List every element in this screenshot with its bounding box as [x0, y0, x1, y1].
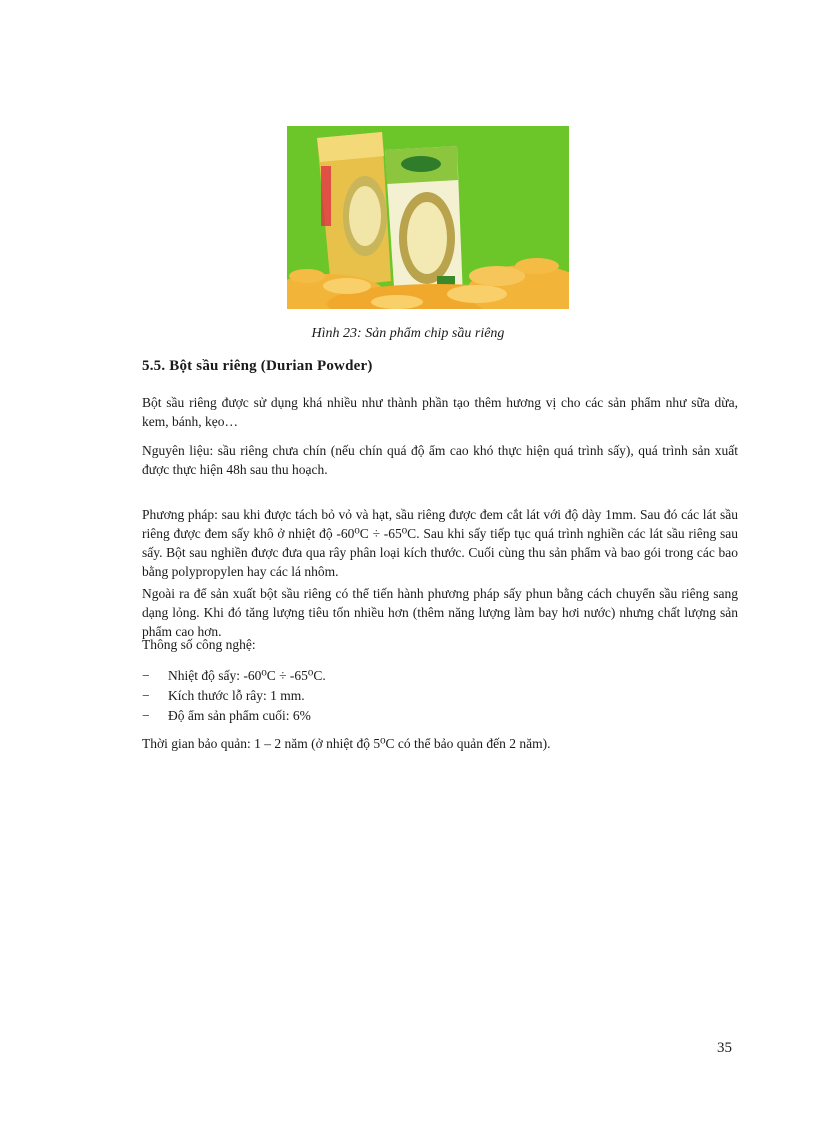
list-item-text: Nhiệt độ sấy: -60⁰C ÷ -65⁰C. — [168, 668, 326, 683]
list-item — [142, 706, 326, 726]
paragraph-intro — [142, 393, 738, 431]
dash-bullet: − — [142, 708, 150, 723]
list-item-text: Kích thước lỗ rây: 1 mm. — [168, 688, 305, 703]
paragraph-text: Ngoài ra để sản xuất bột sầu riêng có thể tiến hành phương pháp sấy phun bằng cách chuyển sầu riêng sang dạng lỏng. Khi đó tăng lượng tiêu tốn nhiều hơn (thêm năng lượng làm bay hơi nước) nhưng chất lượng sản phẩm cao hơn. — [142, 586, 738, 639]
dash-bullet: − — [142, 668, 150, 683]
section-heading: 5.5. Bột sầu riêng (Durian Powder) — [142, 358, 373, 374]
storage-text: Thời gian bảo quản: 1 – 2 năm (ở nhiệt độ 5⁰C có thể bảo quản đến 2 năm). — [142, 736, 551, 751]
specs-label: Thông số công nghệ: — [142, 637, 256, 652]
dash-bullet: − — [142, 688, 150, 703]
list-item — [142, 686, 326, 706]
paragraph-material — [142, 441, 738, 479]
paragraph-method — [142, 505, 738, 581]
specs-list — [142, 666, 326, 726]
paragraph-text: Nguyên liệu: sầu riêng chưa chín (nếu chín quá độ ẩm cao khó thực hiện quá trình sấy), quá trình sản xuất được thực hiện 48h sau thu hoạch. — [142, 443, 738, 477]
durian-chip-image — [287, 126, 569, 309]
page-number: 35 — [717, 1040, 732, 1056]
paragraph-text: Phương pháp: sau khi được tách bỏ vỏ và hạt, sầu riêng được đem cắt lát với độ dày 1mm. Sau đó các lát sầu riêng được đem sấy khô ở nhiệt độ -60⁰C ÷ -65⁰C. Sau khi sấy tiếp tục quá trình nghiền các lát sầu riêng sau sấy. Bột sau nghiền được đưa qua rây phân loại kích thước. Cuối cùng thu sản phẩm và bao gói trong các bao bằng polypropylen hay các lá nhôm. — [142, 507, 738, 579]
product-figure — [287, 126, 569, 309]
paragraph-text: Bột sầu riêng được sử dụng khá nhiều như thành phần tạo thêm hương vị cho các sản phẩm như sữa dừa, kem, bánh, kẹo… — [142, 395, 738, 429]
list-item-text: Độ ẩm sản phẩm cuối: 6% — [168, 708, 311, 723]
figure-caption: Hình 23: Sản phẩm chip sầu riêng — [311, 326, 505, 341]
list-item — [142, 666, 326, 686]
front-package — [385, 146, 463, 302]
paragraph-spray-drying — [142, 584, 738, 641]
